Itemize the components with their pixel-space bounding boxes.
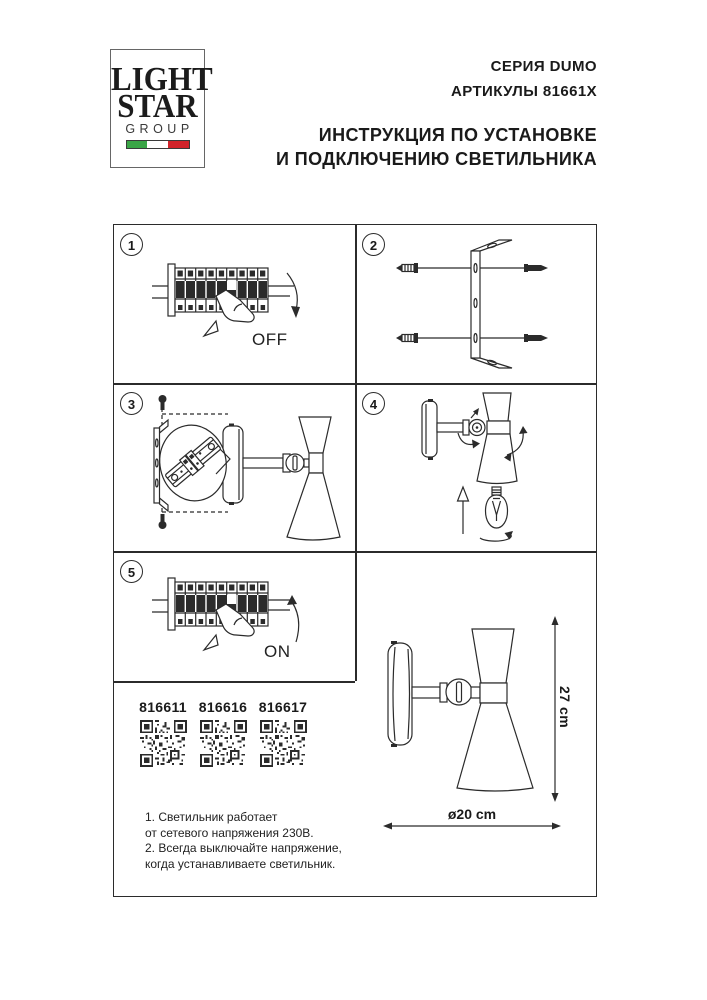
assembly-illustration — [420, 391, 595, 549]
italy-flag-icon — [126, 140, 190, 149]
logo-light: LIGHT — [111, 59, 213, 98]
diameter-dimension-label: ø20 cm — [447, 806, 497, 822]
qr-code-icon — [260, 720, 307, 767]
arrow-down-icon — [283, 270, 305, 320]
grid-divider-row2 — [113, 551, 597, 553]
instruction-title-line1: ИНСТРУКЦИЯ ПО УСТАНОВКЕ — [318, 125, 597, 145]
step-5-badge: 5 — [120, 560, 143, 583]
logo-star: STAR — [117, 86, 198, 125]
article-number: 816611 — [139, 699, 187, 715]
step-2-badge: 2 — [362, 233, 385, 256]
product-column — [198, 699, 248, 767]
note-line: 2. Всегда выключайте напряжение, — [145, 841, 342, 855]
product-column — [258, 699, 308, 767]
mounting-bracket-illustration — [378, 238, 578, 370]
instruction-title-line2: И ПОДКЛЮЧЕНИЮ СВЕТИЛЬНИКА — [276, 149, 597, 169]
grid-divider-row3-left — [113, 681, 355, 683]
up-arrow-icon — [458, 487, 469, 501]
arrow-up-icon — [283, 594, 305, 646]
note-line: когда устанавливаете светильник. — [145, 856, 336, 871]
product-column — [138, 699, 188, 767]
qr-code-icon — [200, 720, 247, 767]
grid-divider-vertical — [355, 224, 357, 681]
article-number: 816617 — [258, 699, 308, 715]
bulb-icon — [486, 487, 508, 528]
products-section — [138, 699, 308, 767]
note-line: 1. Светильник работает — [145, 810, 278, 824]
article-number: 816616 — [198, 699, 248, 715]
step-3-badge: 3 — [120, 392, 143, 415]
header-series-block — [451, 54, 597, 104]
step-4-badge: 4 — [362, 392, 385, 415]
series-title: СЕРИЯ DUMO — [490, 58, 597, 75]
note-line: от сетевого напряжения 230В. — [145, 825, 314, 840]
on-label: ON — [264, 642, 291, 661]
step-1-badge: 1 — [120, 233, 143, 256]
wiring-illustration — [140, 388, 355, 548]
logo-group: GROUP — [125, 122, 194, 136]
notes-section — [145, 810, 342, 872]
grid-divider-row1 — [113, 383, 597, 385]
lightstar-logo — [110, 49, 213, 168]
articles-title: АРТИКУЛЫ 81661X — [451, 83, 597, 100]
page-title — [276, 123, 597, 171]
height-dimension-label: 27 cm — [557, 686, 573, 729]
off-label: OFF — [252, 330, 288, 349]
qr-code-icon — [140, 720, 187, 767]
